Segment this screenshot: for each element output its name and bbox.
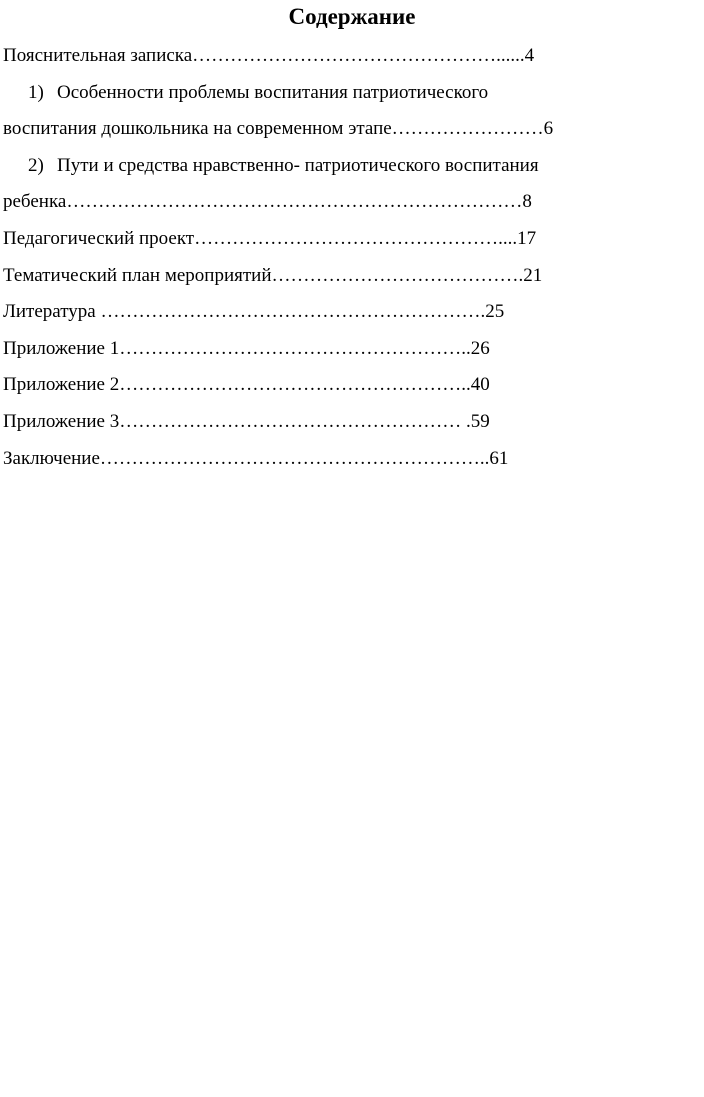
toc-entry-appendix-2 xyxy=(3,367,683,404)
toc-entry-thematic-plan xyxy=(3,258,683,295)
toc-entry-text: Особенности проблемы воспитания патриотического xyxy=(57,81,489,103)
toc-entry-text: ребенка………………………………………………………………8 xyxy=(3,191,532,213)
toc-entry-text: Приложение 2………………………………………………..40 xyxy=(3,374,490,396)
toc-entry-text: Литература …………………………………………………….25 xyxy=(3,301,505,323)
toc-entry-section-2-continued xyxy=(3,184,683,221)
toc-entry-conclusion xyxy=(3,441,683,478)
toc-entry-section-1 xyxy=(3,75,683,112)
page-title: Содержание xyxy=(288,4,416,29)
toc-entry-number: 2) xyxy=(28,154,44,176)
toc-entry-text: Тематический план мероприятий………………………………….21 xyxy=(3,264,543,286)
table-of-contents xyxy=(3,38,683,477)
toc-entry-pedagogical-project xyxy=(3,221,683,258)
toc-entry-text: воспитания дошкольника на современном этапе……………………6 xyxy=(3,118,554,140)
toc-entry-appendix-1 xyxy=(3,331,683,368)
toc-entry-section-1-continued xyxy=(3,111,683,148)
toc-entry-text: Пути и средства нравственно- патриотического воспитания xyxy=(57,154,539,176)
toc-entry-text: Приложение 3……………………………………………… .59 xyxy=(3,410,490,432)
toc-entry-text: Пояснительная записка…………………………………………......4 xyxy=(3,45,535,66)
toc-entry-explanatory-note xyxy=(3,38,683,75)
toc-entry-text: Заключение……………………………………………………..61 xyxy=(3,447,509,469)
toc-entry-number: 1) xyxy=(28,81,44,103)
toc-entry-section-2 xyxy=(3,148,683,185)
toc-entry-appendix-3 xyxy=(3,404,683,441)
toc-entry-text: Педагогический проект…………………………………………....17 xyxy=(3,227,537,249)
toc-entry-text: Приложение 1………………………………………………..26 xyxy=(3,337,490,359)
toc-entry-literature xyxy=(3,294,683,331)
